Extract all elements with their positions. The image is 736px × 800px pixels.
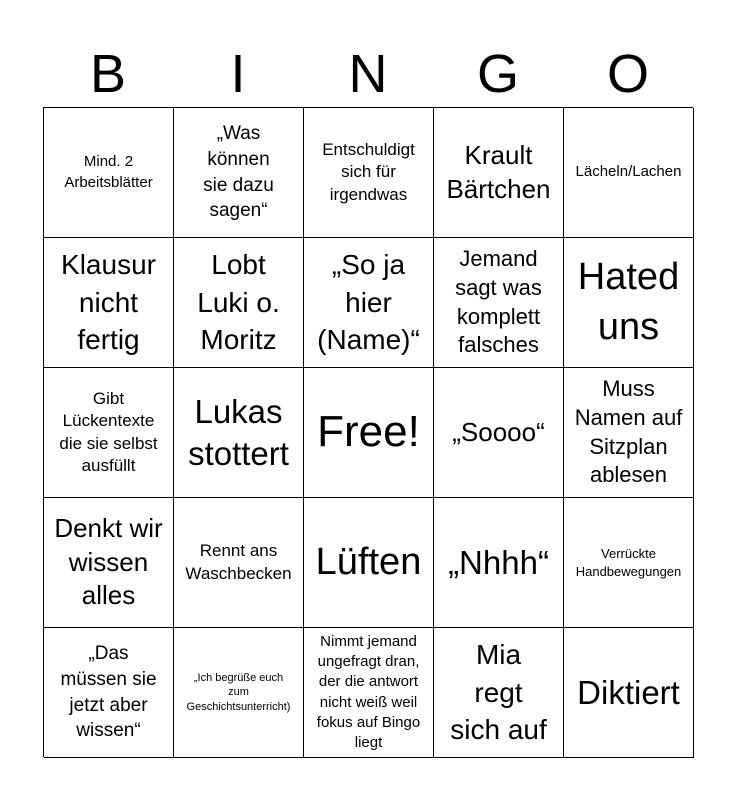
header-letter-g: G <box>476 44 519 104</box>
header-letter-o: O <box>606 44 649 104</box>
cell-text: Verrückte Handbewegungen <box>575 545 682 579</box>
bingo-cell-r2c3[interactable] <box>304 238 434 368</box>
cell-text: Diktiert <box>577 673 680 711</box>
cell-text: Gibt Lückentexte die sie selbst ausfüllt <box>59 389 158 475</box>
bingo-cell-r2c2[interactable] <box>174 238 304 368</box>
cell-text: Lächeln/Lachen <box>575 163 682 181</box>
cell-text: Lukas stottert <box>188 393 289 472</box>
header-letter-i: I <box>230 44 246 104</box>
cell-text: Nimmt jemand ungefragt dran, der die antwort nicht weiß weil fokus auf Bingo liegt <box>316 632 421 751</box>
cell-text: Krault Bärtchen <box>446 139 551 204</box>
bingo-cell-r5c4[interactable] <box>434 628 564 758</box>
bingo-cell-r4c5[interactable] <box>564 498 694 628</box>
bingo-cell-r5c3[interactable] <box>304 628 434 758</box>
cell-text: Klausur nicht fertig <box>61 248 156 356</box>
free-space-text: Free! <box>317 407 420 457</box>
cell-text: Mia regt sich auf <box>450 638 547 746</box>
cell-text: „Nhhh“ <box>448 543 549 581</box>
bingo-cell-r2c4[interactable] <box>434 238 564 368</box>
cell-text: „Was können sie dazu sagen“ <box>203 123 274 222</box>
bingo-cell-r4c4[interactable] <box>434 498 564 628</box>
bingo-cell-r5c5[interactable] <box>564 628 694 758</box>
cell-text: Lobt Luki o. Moritz <box>197 248 280 356</box>
cell-text: „Soooo“ <box>452 416 545 447</box>
cell-text: Denkt wir wissen alles <box>54 512 163 611</box>
cell-text: Entschuldigt sich für irgendwas <box>322 140 415 204</box>
bingo-cell-r2c5[interactable] <box>564 238 694 368</box>
bingo-cell-r1c1[interactable] <box>44 108 174 238</box>
bingo-cell-r1c4[interactable] <box>434 108 564 238</box>
bingo-board <box>43 107 693 757</box>
header-letter-n: N <box>348 44 388 104</box>
bingo-cell-r4c2[interactable] <box>174 498 304 628</box>
header-letter-b: B <box>89 44 127 104</box>
cell-text: Lüften <box>315 540 422 583</box>
bingo-cell-r3c4[interactable] <box>434 368 564 498</box>
cell-text: Rennt ans Waschbecken <box>185 541 292 583</box>
bingo-cell-r2c1[interactable] <box>44 238 174 368</box>
cell-text: Muss Namen auf Sitzplan ablesen <box>574 376 683 488</box>
bingo-cell-r1c3[interactable] <box>304 108 434 238</box>
bingo-cell-r3c5[interactable] <box>564 368 694 498</box>
bingo-cell-r5c1[interactable] <box>44 628 174 758</box>
bingo-cell-r3c1[interactable] <box>44 368 174 498</box>
bingo-cell-r4c3[interactable] <box>304 498 434 628</box>
cell-text: Hated uns <box>577 256 680 348</box>
bingo-cell-r1c5[interactable] <box>564 108 694 238</box>
bingo-cell-r1c2[interactable] <box>174 108 304 238</box>
cell-text: Mind. 2 Arbeitsblätter <box>64 153 153 191</box>
cell-text: „So ja hier (Name)“ <box>317 248 420 356</box>
bingo-cell-r4c1[interactable] <box>44 498 174 628</box>
bingo-cell-free[interactable] <box>304 368 434 498</box>
cell-text: „Ich begrüße euch zum Geschichtsunterricht) <box>186 672 291 713</box>
cell-text: „Das müssen sie jetzt aber wissen“ <box>60 643 157 742</box>
bingo-cell-r5c2[interactable] <box>174 628 304 758</box>
bingo-cell-r3c2[interactable] <box>174 368 304 498</box>
cell-text: Jemand sagt was komplett falsches <box>455 246 542 358</box>
bingo-header <box>43 40 693 108</box>
